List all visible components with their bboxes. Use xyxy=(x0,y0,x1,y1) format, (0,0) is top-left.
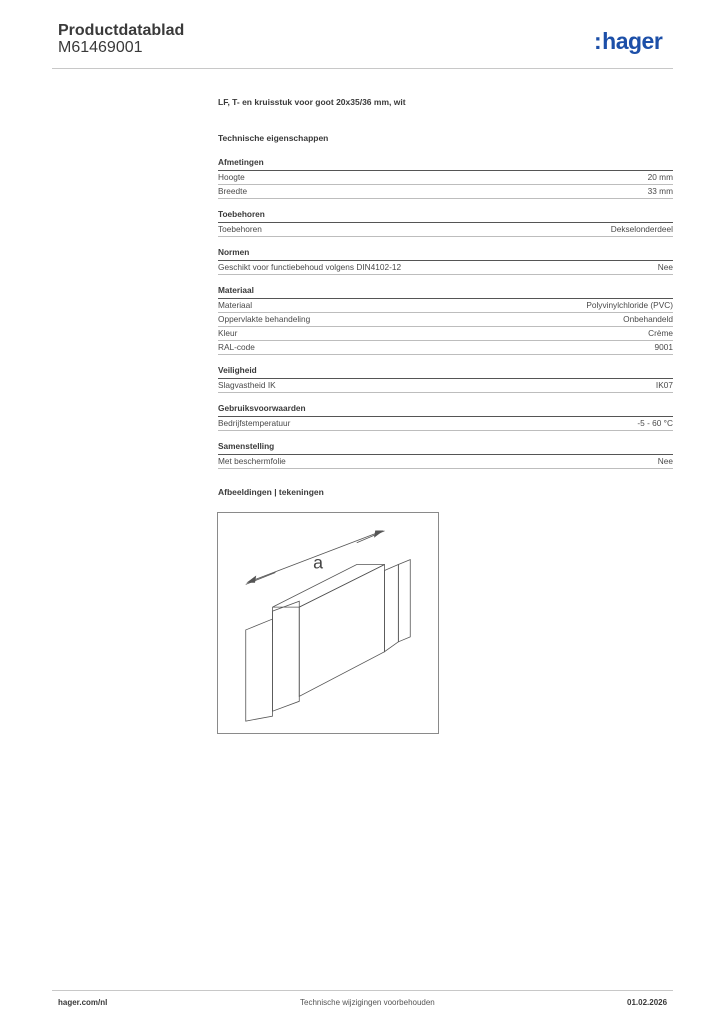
spec-value: Onbehandeld xyxy=(623,314,673,324)
product-title: LF, T- en kruisstuk voor goot 20x35/36 mm, wit xyxy=(218,97,406,107)
section-title: Afmetingen xyxy=(218,157,673,171)
spec-content xyxy=(218,97,673,497)
spec-value: Nee xyxy=(657,456,673,466)
drawing-svg xyxy=(218,513,438,733)
images-heading: Afbeeldingen | tekeningen xyxy=(218,487,324,497)
section-title: Veiligheid xyxy=(218,365,673,379)
spec-section xyxy=(218,365,673,393)
tech-properties-heading: Technische eigenschappen xyxy=(218,133,329,143)
spec-label: Bedrijfstemperatuur xyxy=(218,418,291,428)
spec-row xyxy=(218,327,673,341)
doc-title: Productdatablad xyxy=(58,22,185,39)
spec-label: RAL-code xyxy=(218,342,255,352)
spec-section xyxy=(218,285,673,355)
spec-row xyxy=(218,185,673,199)
spec-row xyxy=(218,299,673,313)
spec-row xyxy=(218,379,673,393)
spec-section xyxy=(218,403,673,431)
spec-row xyxy=(218,455,673,469)
section-title: Normen xyxy=(218,247,673,261)
spec-value: Polyvinylchloride (PVC) xyxy=(586,300,673,310)
section-title: Gebruiksvoorwaarden xyxy=(218,403,673,417)
spec-row xyxy=(218,341,673,355)
product-number: M61469001 xyxy=(58,39,143,56)
footer-divider xyxy=(52,990,673,991)
spec-row xyxy=(218,417,673,431)
spec-label: Materiaal xyxy=(218,300,253,310)
footer-date: 01.02.2026 xyxy=(627,998,668,1007)
spec-row xyxy=(218,313,673,327)
spec-label: Kleur xyxy=(218,328,238,338)
footer-disclaimer: Technische wijzigingen voorbehouden xyxy=(300,998,435,1007)
spec-section xyxy=(218,157,673,199)
section-title: Samenstelling xyxy=(218,441,673,455)
footer-website-link[interactable]: hager.com/nl xyxy=(58,998,108,1007)
spec-label: Slagvastheid IK xyxy=(218,380,276,390)
header-divider xyxy=(52,68,673,69)
spec-value: 33 mm xyxy=(647,186,673,196)
spec-value: IK07 xyxy=(655,380,673,390)
spec-section xyxy=(218,247,673,275)
spec-label: Geschikt voor functiebehoud volgens DIN4102-12 xyxy=(218,262,402,272)
dimension-label: a xyxy=(313,552,324,573)
spec-value: Nee xyxy=(657,262,673,272)
spec-section xyxy=(218,209,673,237)
spec-label: Breedte xyxy=(218,186,248,196)
spec-value: Dekselonderdeel xyxy=(610,224,673,234)
logo-colon: : xyxy=(594,28,602,54)
hager-logo[interactable] xyxy=(594,28,662,55)
spec-value: -5 - 60 °C xyxy=(637,418,673,428)
spec-value: 9001 xyxy=(654,342,673,352)
spec-row xyxy=(218,223,673,237)
spec-label: Toebehoren xyxy=(218,224,262,234)
technical-drawing xyxy=(217,512,439,734)
section-title: Toebehoren xyxy=(218,209,673,223)
spec-label: Met beschermfolie xyxy=(218,456,286,466)
spec-label: Oppervlakte behandeling xyxy=(218,314,311,324)
spec-section xyxy=(218,441,673,469)
spec-sections xyxy=(218,157,673,469)
spec-row xyxy=(218,171,673,185)
logo-text: hager xyxy=(602,28,663,54)
section-title: Materiaal xyxy=(218,285,673,299)
spec-value: 20 mm xyxy=(647,172,673,182)
spec-value: Crème xyxy=(648,328,673,338)
spec-row xyxy=(218,261,673,275)
spec-label: Hoogte xyxy=(218,172,245,182)
